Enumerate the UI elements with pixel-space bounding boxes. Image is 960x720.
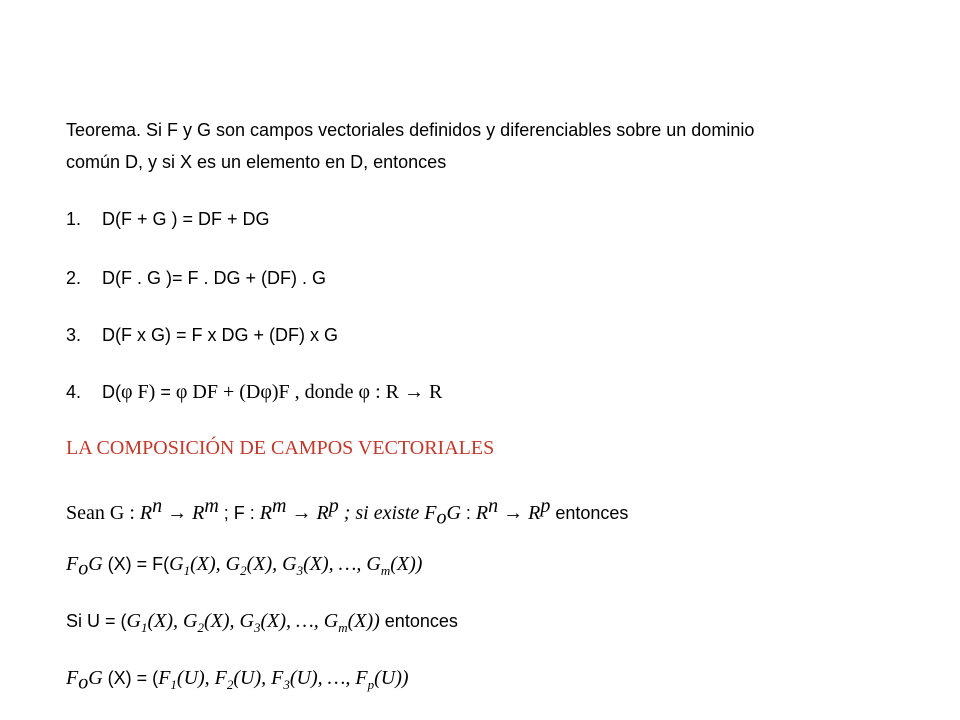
math-F: F bbox=[66, 667, 79, 689]
sean-text: ; si existe bbox=[338, 502, 425, 524]
math-F: F bbox=[66, 553, 79, 575]
theorem-line-1: Teorema. Si F y G son campos vectoriales definidos y diferenciables sobre un dominio bbox=[66, 120, 755, 140]
sean-text: ; F : bbox=[218, 503, 260, 523]
sean-text: : bbox=[460, 503, 476, 523]
item-rhs: φ DF + (Dφ)F , donde φ : R → R bbox=[175, 381, 443, 403]
math-sup: p bbox=[328, 495, 339, 517]
comp-text: (X) = F( bbox=[102, 554, 170, 574]
math-R: R bbox=[192, 502, 205, 524]
list-item bbox=[66, 323, 338, 347]
sean-text: Sean G : bbox=[66, 502, 140, 524]
math-R: R bbox=[316, 502, 329, 524]
math-sub: o bbox=[78, 671, 89, 694]
si-u-line: Si $U = (G_1(X)$, $G_2(X)$, $G_3(X)$, …, $G_m(X)$) entonces bbox=[66, 610, 458, 635]
item-phi-f: φ F) bbox=[121, 381, 156, 403]
math-R: R bbox=[139, 502, 153, 524]
math-R: R bbox=[259, 502, 273, 524]
arrow: → bbox=[162, 502, 193, 524]
math-sub: o bbox=[436, 506, 447, 529]
item-text: D(F x G) = F x DG + (DF) x G bbox=[102, 325, 338, 345]
math-sub: o bbox=[78, 557, 89, 580]
item-number: 3. bbox=[66, 325, 82, 345]
si-u-text: entonces bbox=[379, 611, 458, 631]
item-text: D(F . G )= F . DG + (DF) . G bbox=[102, 268, 326, 288]
math-F: F bbox=[424, 502, 437, 524]
si-u-text: Si U = ( bbox=[66, 611, 127, 631]
item-number: 1. bbox=[66, 209, 82, 229]
list-item bbox=[66, 266, 326, 290]
theorem-line-2: común D, y si X es un elemento en D, entonces bbox=[66, 152, 447, 172]
composition-line-2: $F_oG$ $(X) = (F_1(U)$, $F_2(U)$, $F_3(U)$, …, $F_p(U)$) bbox=[66, 667, 409, 694]
list-item bbox=[66, 207, 270, 231]
item-text: D(F + G ) = DF + DG bbox=[102, 209, 270, 229]
arrow: → bbox=[286, 502, 317, 524]
arrow: → bbox=[498, 502, 529, 524]
item-text-pre: D( bbox=[102, 382, 121, 402]
math-R: R bbox=[475, 502, 489, 524]
sean-line bbox=[66, 494, 628, 530]
list-item bbox=[66, 380, 442, 404]
composition-line-1: $F_oG$ $(X) = F(G_1(X)$, $G_2(X)$, $G_3(X)$, …, $G_m(X)$) bbox=[66, 553, 423, 580]
item-eq: = bbox=[155, 382, 176, 402]
math-sup: m bbox=[272, 495, 287, 517]
math-sup: n bbox=[488, 495, 499, 517]
math-G: G bbox=[446, 502, 461, 524]
math-G: G bbox=[88, 553, 103, 575]
math-sup: n bbox=[152, 495, 163, 517]
comp-text: (X) = ( bbox=[102, 668, 159, 688]
item-number: 4. bbox=[66, 382, 82, 402]
math-G: G bbox=[88, 667, 103, 689]
item-number: 2. bbox=[66, 268, 82, 288]
math-sup: p bbox=[540, 495, 551, 517]
math-R: R bbox=[528, 502, 541, 524]
math-sup: m bbox=[204, 495, 219, 517]
section-title: LA COMPOSICIÓN DE CAMPOS VECTORIALES bbox=[66, 437, 495, 459]
sean-text: entonces bbox=[550, 503, 629, 523]
